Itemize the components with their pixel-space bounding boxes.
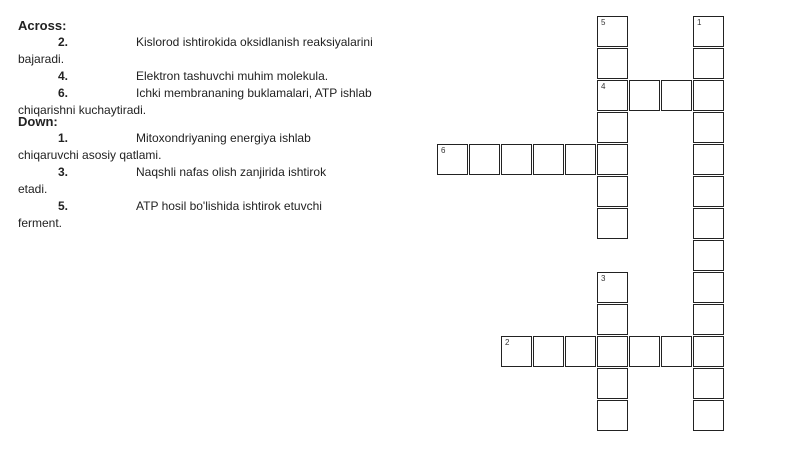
clue-number: 2. xyxy=(58,35,69,49)
grid-cell[interactable] xyxy=(533,336,564,367)
grid-cell[interactable] xyxy=(693,80,724,111)
grid-cell[interactable] xyxy=(597,208,628,239)
cell-number: 4 xyxy=(601,82,606,91)
grid-cell[interactable] xyxy=(693,368,724,399)
grid-cell[interactable] xyxy=(597,144,628,175)
grid-cell[interactable] xyxy=(597,48,628,79)
grid-cell[interactable] xyxy=(693,336,724,367)
clue-number: 1. xyxy=(58,131,69,145)
grid-cell[interactable] xyxy=(533,144,564,175)
grid-cell[interactable] xyxy=(693,208,724,239)
grid-cell[interactable] xyxy=(437,144,468,175)
grid-cell[interactable] xyxy=(693,304,724,335)
grid-cell[interactable] xyxy=(693,144,724,175)
down-title: Down: xyxy=(18,114,58,129)
cell-number: 5 xyxy=(601,18,606,27)
grid-cell[interactable] xyxy=(693,48,724,79)
clue-text: Kislorod ishtirokida oksidlanish reaksiyalarini bajaradi. xyxy=(18,35,373,66)
clue-number: 6. xyxy=(58,86,69,100)
grid-cell[interactable] xyxy=(597,112,628,143)
grid-cell[interactable] xyxy=(693,240,724,271)
across-title: Across: xyxy=(18,18,67,33)
grid-cell[interactable] xyxy=(501,144,532,175)
grid-cell[interactable] xyxy=(565,144,596,175)
grid-cell[interactable] xyxy=(597,368,628,399)
cell-number: 6 xyxy=(441,146,446,155)
clue-text: ATP hosil bo'lishida ishtirok etuvchi ferment. xyxy=(18,199,322,230)
grid-cell[interactable] xyxy=(597,336,628,367)
grid-cell[interactable] xyxy=(597,400,628,431)
grid-cell[interactable] xyxy=(597,272,628,303)
grid-cell[interactable] xyxy=(693,112,724,143)
grid-cell[interactable] xyxy=(661,80,692,111)
grid-cell[interactable] xyxy=(597,304,628,335)
grid-cell[interactable] xyxy=(629,336,660,367)
grid-cell[interactable] xyxy=(501,336,532,367)
grid-cell[interactable] xyxy=(469,144,500,175)
clue-text: Ichki membrananing buklamalari, ATP ishlab chiqarishni kuchaytiradi. xyxy=(18,86,372,117)
clue-number: 4. xyxy=(58,69,69,83)
cell-number: 2 xyxy=(505,338,510,347)
grid-cell[interactable] xyxy=(597,16,628,47)
grid-cell[interactable] xyxy=(693,176,724,207)
grid-cell[interactable] xyxy=(597,80,628,111)
cell-number: 3 xyxy=(601,274,606,283)
clue-text: Elektron tashuvchi muhim molekula. xyxy=(136,69,329,83)
clue-text: Mitoxondriyaning energiya ishlab chiqaruvchi asosiy qatlami. xyxy=(18,131,311,162)
grid-cell[interactable] xyxy=(565,336,596,367)
cell-number: 1 xyxy=(697,18,702,27)
grid-cell[interactable] xyxy=(693,272,724,303)
clue-number: 5. xyxy=(58,199,69,213)
grid-cell[interactable] xyxy=(629,80,660,111)
grid-cell[interactable] xyxy=(661,336,692,367)
grid-cell[interactable] xyxy=(693,16,724,47)
grid-cell[interactable] xyxy=(597,176,628,207)
clue-number: 3. xyxy=(58,165,69,179)
clue-text: Naqshli nafas olish zanjirida ishtirok etadi. xyxy=(18,165,327,196)
grid-cell[interactable] xyxy=(693,400,724,431)
